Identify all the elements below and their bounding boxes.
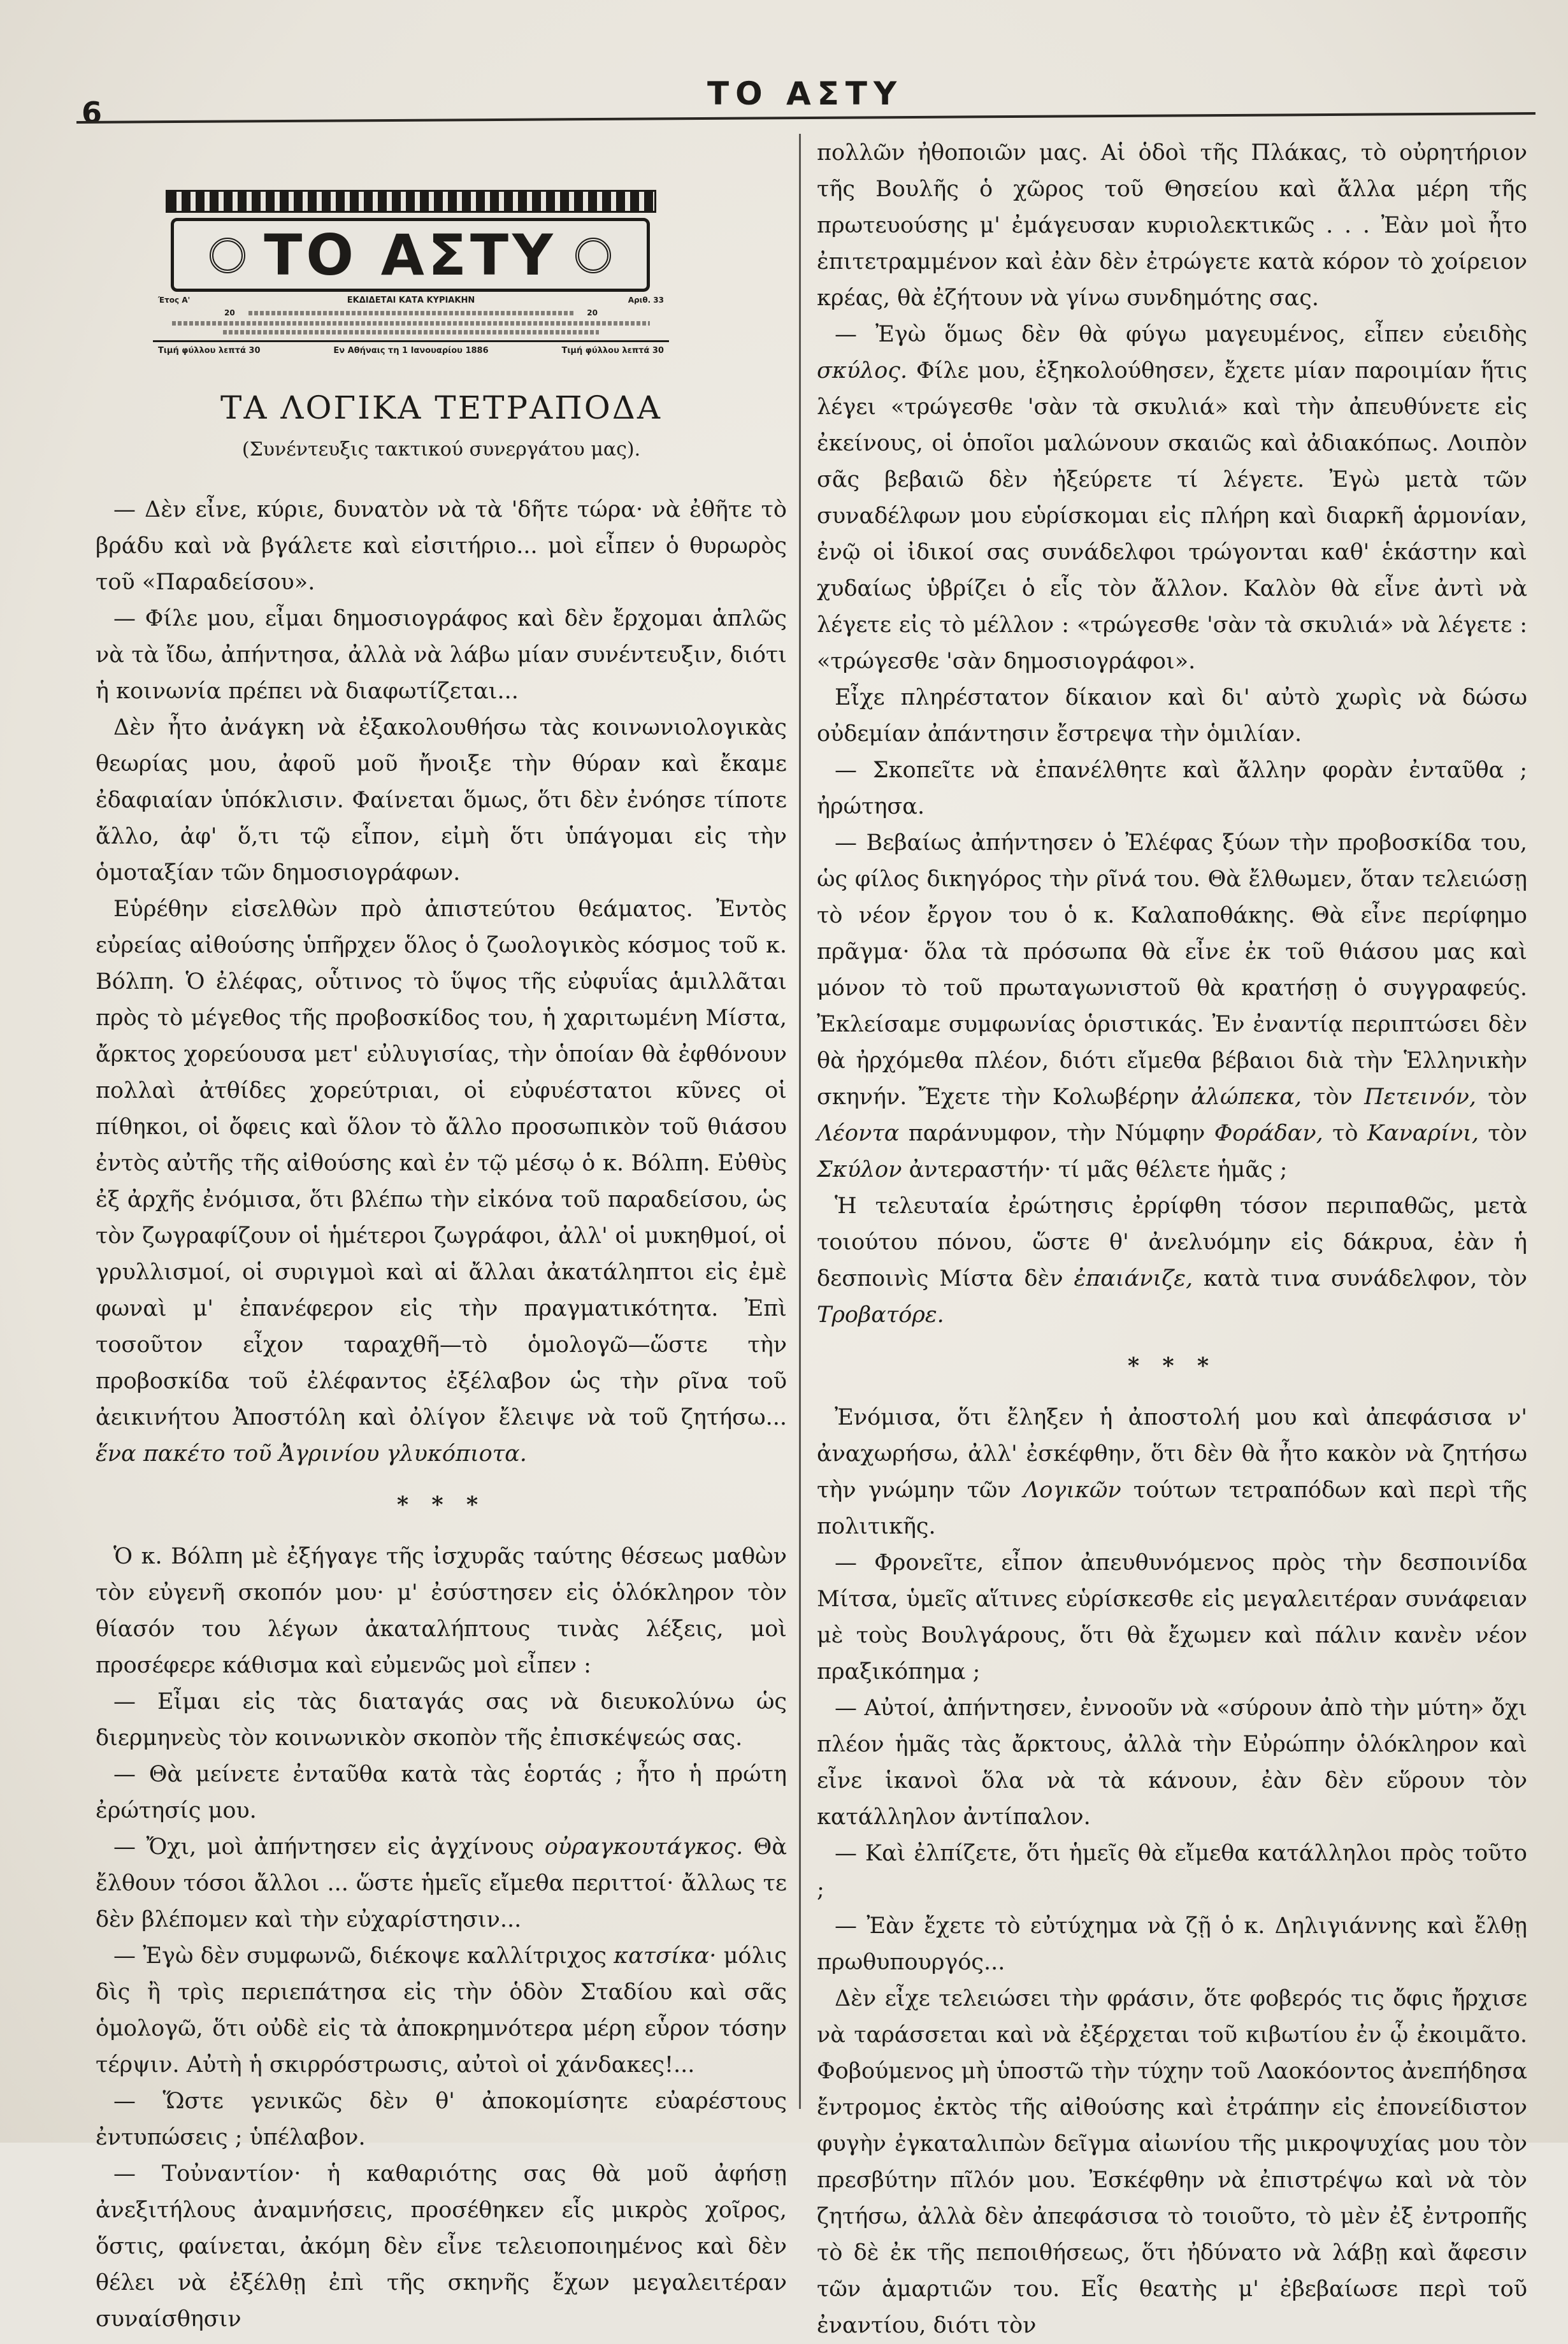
section-break: * * * bbox=[396, 1492, 486, 1518]
paragraph: — Δὲν εἶνε, κύριε, δυνατὸν νὰ τὰ 'δῆτε τώρα· νὰ ἐθῆτε τὸ βράδυ καὶ νὰ βγάλετε καὶ εἰσιτήριο... μοὶ εἶπεν ὁ θυρωρὸς τοῦ «Παραδείσου». bbox=[96, 497, 787, 595]
paragraph: — Εἶμαι εἰς τὰς διαταγάς σας νὰ διευκολύνω ὡς διερμηνεὺς τὸν κοινωνικὸν σκοπὸν τῆς ἐπισκέψεώς σας. bbox=[96, 1689, 787, 1751]
masthead-issue-right: Αριθ. 33 bbox=[628, 296, 664, 305]
masthead-price-left: 20 bbox=[224, 308, 235, 317]
paragraph-text: τὸν bbox=[1313, 1084, 1353, 1110]
paragraph-text: παράνυμφον, τὴν Νύμφην bbox=[908, 1121, 1205, 1146]
paragraph-text: — Ἐγὼ δὲν συμφωνῶ, διέκοψε καλλίτριχος bbox=[113, 1943, 607, 1969]
paragraph: — Φίλε μου, εἶμαι δημοσιογράφος καὶ δὲν ἔρχομαι ἁπλῶς νὰ τὰ ἴδω, ἀπήντησα, ἀλλὰ νὰ λάβω μίαν συνέντευξιν, διότι ἡ κοινωνία πρέπει νὰ διαφωτίζεται... bbox=[96, 606, 787, 704]
paragraph bbox=[817, 825, 1527, 1188]
paragraph-text: Φίλε μου, ἐξηκολούθησεν, ἔχετε μίαν παροιμίαν ἥτις λέγει «τρώγεσθε 'σὰν τὰ σκυλιά» καὶ τὴν ἀπευθύνετε εἰς ἐκείνους, οἱ ὁποῖοι μαλώνουν σκαιῶς καὶ ἀδιακόπως. Λοιπὸν σᾶς βεβαιῶ δὲν ἠξεύρετε τί λέγετε. Ἐγὼ μετὰ τῶν συναδέλφων μου εὑρίσκομαι εἰς πλήρη καὶ διαρκῆ ἁρμονίαν, ἐνῷ οἱ ἰδικοί σας συνάδελφοι τρώγονται καθ' ἑκάστην καὶ χυδαίως ὑβρίζει ὁ εἷς τὸν ἄλλον. Καλὸν θὰ εἶνε ἀντὶ νὰ λέγετε εἰς τὸ μέλλον : «τρώγεσθε 'σὰν τὰ σκυλιά» νὰ λέγετε : «τρώγεσθε 'σὰν δημοσιογράφοι». bbox=[817, 358, 1527, 674]
paragraph bbox=[817, 1188, 1527, 1334]
dateline-left: Τιμή φύλλου λεπτά 30 bbox=[158, 346, 261, 356]
emphasis-text: κατσίκα· bbox=[614, 1943, 717, 1969]
paragraph-text: — Ὄχι, μοὶ ἀπήντησεν εἰς ἀγχίνους bbox=[113, 1834, 535, 1860]
paragraph: Ὁ κ. Βόλπη μὲ ἐξήγαγε τῆς ἰσχυρᾶς ταύτης θέσεως μαθὼν τὸν εὐγενῆ σκοπόν μου· μ' ἐσύστησεν εἰς ὁλόκληρον τὸν θίασόν του λέγων ἀκαταλήπτους τινὰς λέξεις, μοὶ προσέφερε κάθισμα καὶ εὐμενῶς μοὶ εἶπεν : bbox=[96, 1544, 787, 1678]
paragraph bbox=[96, 1938, 787, 2083]
dateline-right: Τιμή φύλλου λεπτά 30 bbox=[561, 346, 664, 356]
paragraph bbox=[817, 317, 1527, 680]
paragraph: Εἶχε πληρέστατον δίκαιον καὶ δι' αὐτὸ χωρὶς νὰ δώσω οὐδεμίαν ἀπάντησιν ἔστρεψα τὴν ὁμιλίαν. bbox=[817, 685, 1527, 747]
article-title: ΤΑ ΛΟΓΙΚΑ ΤΕΤΡΑΠΟΔΑ bbox=[220, 389, 662, 426]
masthead-price-right: 20 bbox=[587, 308, 598, 317]
paragraph-text: τὸν bbox=[1488, 1121, 1527, 1146]
paragraph-text: μόλις δὶς ἢ τρὶς περιεπάτησα εἰς τὴν ὁδὸν Σταδίου καὶ σᾶς ὁμολογῶ, ὅτι οὐδὲ εἰς τὰ ἀποκρημνότερα μέρη εὗρον τόσην τέρψιν. Αὐτὴ ἡ σκιρρόστρωσις, αὐτοὶ οἱ χάνδακες!... bbox=[96, 1943, 787, 2078]
emphasis-text: Τροβατόρε. bbox=[817, 1302, 944, 1328]
masthead-issue-left: Έτος Α' bbox=[158, 296, 191, 305]
emphasis-text: Λέοντα bbox=[817, 1121, 900, 1146]
paragraph: — Σκοπεῖτε νὰ ἐπανέλθητε καὶ ἄλλην φορὰν ἐνταῦθα ; ἠρώτησα. bbox=[817, 758, 1527, 819]
emphasis-text: Λογικῶν bbox=[1023, 1478, 1121, 1503]
paragraph-text: — Βεβαίως ἀπήντησεν ὁ Ἐλέφας ξύων τὴν προβοσκίδα του, ὡς φίλος δικηγόρος τὴν ρῖνά του. Θὰ ἔλθωμεν, ὅταν τελειώσῃ τὸ νέον ἔργον του ὁ κ. Καλαποθάκης. Θὰ εἶνε περίφημο πρᾶγμα· ὅλα τὰ πρόσωπα θὰ εἶνε ἐκ τοῦ θιάσου μας καὶ μόνον τὸ τοῦ πρωταγωνιστοῦ θὰ κρατήσῃ ὁ συγγραφεύς. Ἐκλείσαμε συμφωνίας ὁριστικάς. Ἐν ἐναντίᾳ περιπτώσει δὲν θὰ ἠρχόμεθα πλέον, διότι εἴμεθα βέβαιοι διὰ τὴν Ἑλληνικὴν σκηνήν. Ἔχετε τὴν Κολωβέρην bbox=[817, 830, 1527, 1110]
paragraph-text: — Ἐγὼ ὅμως δὲν θὰ φύγω μαγευμένος, εἶπεν εὐειδὴς bbox=[835, 322, 1527, 347]
right-column bbox=[817, 0, 1527, 2344]
paragraph bbox=[96, 891, 787, 1472]
left-column bbox=[96, 0, 787, 2338]
column-divider bbox=[799, 134, 801, 2109]
paragraph-text: ἀντεραστήν· τί μᾶς θέλετε ἡμᾶς ; bbox=[909, 1157, 1288, 1183]
emphasis-text: ἕνα πακέτο τοῦ Ἀγρινίου γλυκόπιοτα. bbox=[96, 1441, 527, 1467]
emphasis-text: Πετεινόν, bbox=[1364, 1084, 1477, 1110]
section-break: * * * bbox=[1127, 1353, 1217, 1379]
emphasis-text: σκύλος. bbox=[817, 358, 908, 384]
emphasis-text: οὐραγκουτάγκος. bbox=[544, 1834, 744, 1860]
emphasis-text: Σκύλον bbox=[817, 1157, 902, 1183]
paragraph-text: Εὑρέθην εἰσελθὼν πρὸ ἀπιστεύτου θεάματος. Ἐντὸς εὐρείας αἰθούσης ὑπῆρχεν ὅλος ὁ ζωολογικὸς κόσμος τοῦ κ. Βόλπη. Ὁ ἐλέφας, οὗτινος τὸ ὕψος τῆς εὐφυΐας ἁμιλλᾶται πρὸς τὸ μέγεθος τῆς προβοσκίδος του, ἡ χαριτωμένη Μίστα, ἄρκτος χορεύουσα μετ' εὐλυγισίας, τὴν ὁποίαν θὰ ἐφθόνουν πολλαὶ ἀτθίδες χορεύτριαι, οἱ εὐφυέστατοι κῦνες οἱ πίθηκοι, οἱ ὄφεις καὶ ὅλον τὸ ἄλλο προσωπικὸν τοῦ θιάσου ἐντὸς αὐτῆς τῆς αἰθούσης καὶ ἐν τῷ μέσῳ ὁ κ. Βόλπη. Εὐθὺς ἐξ ἀρχῆς ἐνόμισα, ὅτι βλέπω τὴν εἰκόνα τοῦ παραδείσου, ὡς τὸν ζωγραφίζουν οἱ ἡμέτεροι ζωγράφοι, ἀλλ' οἱ μυκηθμοί, οἱ γρυλλισμοί, οἱ συριγμοὶ καὶ αἱ ἄλλαι ἀκατάληπτοι εἰς ἐμὲ φωναὶ μ' ἐπανέφερον εἰς τὴν πραγματικότητα. Ἐπὶ τοσοῦτον εἶχον ταραχθῆ—τὸ ὁμολογῶ—ὥστε τὴν προβοσκίδα τοῦ ἐλέφαντος ἐξέλαβον ὡς τὴν ρῖνα τοῦ ἀεικινήτου Ἀποστόλη καὶ ὀλίγον ἔλειψε νὰ τοῦ ζητήσω... bbox=[96, 896, 787, 1430]
paragraph: — Ἐὰν ἔχετε τὸ εὐτύχημα νὰ ζῇ ὁ κ. Δηλιγιάννης καὶ ἔλθῃ πρωθυπουργός... bbox=[817, 1913, 1527, 1975]
paragraph: — Φρονεῖτε, εἶπον ἀπευθυνόμενος πρὸς τὴν δεσποινίδα Μίτσα, ὑμεῖς αἵτινες εὑρίσκεσθε εἰς μεγαλειτέραν συνάφειαν μὲ τοὺς Βουλγάρους, ὅτι θὰ ἔχωμεν καὶ πάλιν κανὲν νέον πραξικόπημα ; bbox=[817, 1550, 1527, 1685]
running-head: ΤΟ ΑΣΤΥ bbox=[707, 75, 903, 112]
paragraph-text: Ἡ τελευταία ἐρώτησις ἐρρίφθη τόσον περιπαθῶς, μετὰ τοιούτου πόνου, ὥστε θ' ἀνελυόμην εἰς δάκρυα, ἐὰν ἡ δεσποινὶς Μίστα δὲν bbox=[817, 1193, 1527, 1291]
page-number: 6 bbox=[82, 96, 103, 130]
emphasis-text: ἀλώπεκα, bbox=[1191, 1084, 1302, 1110]
paragraph-text: τὸν bbox=[1488, 1084, 1527, 1110]
paragraph-text: κατὰ τινα συνάδελφον, τὸν bbox=[1203, 1266, 1527, 1291]
masthead-tagline: ΕΚΔΙΔΕΤΑΙ ΚΑΤΑ ΚΥΡΙΑΚΗΝ bbox=[347, 296, 475, 305]
paragraph: — Τοὐναντίον· ἡ καθαριότης σας θὰ μοῦ ἀφήσῃ ἀνεξιτήλους ἀναμνήσεις, προσέθηκεν εἷς μικρὸς χοῖρος, ὅστις, φαίνεται, ἀκόμη δὲν εἶνε τελειοποιημένος καὶ δὲν θέλει νὰ ἐξέλθῃ ἐπὶ τῆς σκηνῆς ἔχων μεγαλειτέραν συναίσθησιν bbox=[96, 2161, 787, 2332]
paragraph: Δὲν εἶχε τελειώσει τὴν φράσιν, ὅτε φοβερός τις ὄφις ἤρχισε νὰ ταράσσεται καὶ νὰ ἐξέρχεται τοῦ κιβωτίου ἐν ᾧ ἐκοιμᾶτο. Φοβούμενος μὴ ὑποστῶ τὴν τύχην τοῦ Λαοκόοντος ἀνεπήδησα ἔντρομος ἐκτὸς τῆς αἰθούσης καὶ ἐτράπην εἰς ἐπονείδιστον φυγὴν ἐγκαταλιπὼν δεῖγμα αἰωνίου τῆς μικροψυχίας μου τὸν πρεσβύτην πῖλόν μου. Ἐσκέφθην νὰ ἐπιστρέψω καὶ νὰ τὸν ζητήσω, ἀλλὰ δὲν ἀπεφάσισα τὸ τοιοῦτο, τὸ μὲν ἐξ ἐντροπῆς τὸ δὲ ἐκ τῆς πεποιθήσεως, ὅτι ἠδύνατο νὰ λάβῃ καὶ ἄφεσιν τῶν ἁμαρτιῶν του. Εἷς θεατὴς μ' ἐβεβαίωσε περὶ τοῦ ἐναντίου, διότι τὸν bbox=[817, 1986, 1527, 2338]
emphasis-text: ἐπαιάνιζε, bbox=[1074, 1266, 1193, 1291]
paragraph: — Καὶ ἐλπίζετε, ὅτι ἡμεῖς θὰ εἴμεθα κατάλληλοι πρὸς τοῦτο ; bbox=[817, 1841, 1527, 1902]
paragraph: πολλῶν ἠθοποιῶν μας. Αἱ ὁδοὶ τῆς Πλάκας, τὸ οὐρητήριον τῆς Βουλῆς ὁ χῶρος τοῦ Θησείου καὶ ἄλλα μέρη τῆς πρωτευούσης μ' ἐμάγευσαν κυριολεκτικῶς . . . Ἐὰν μοὶ ἦτο ἐπιτετραμμένον καὶ ἐὰν δὲν ἐτρώγετε κατὰ κόρον τὸ χοίρειον κρέας, θὰ ἐζήτουν νὰ γίνω συνδημότης σας. bbox=[817, 140, 1527, 311]
paragraph bbox=[96, 1829, 787, 1938]
emphasis-text: Φοράδαν, bbox=[1214, 1121, 1323, 1146]
paragraph-text: τούτων τετραπόδων καὶ περὶ τῆς πολιτικῆς. bbox=[817, 1478, 1527, 1539]
paragraph: Δὲν ἦτο ἀνάγκη νὰ ἐξακολουθήσω τὰς κοινωνιολογικὰς θεωρίας μου, ἀφοῦ μοῦ ἤνοιξε τὴν θύραν καὶ ἔκαμε ἐδαφιαίαν ὑπόκλισιν. Φαίνεται ὅμως, ὅτι δὲν ἐνόησε τίποτε ἄλλο, ἀφ' ὅ,τι τῷ εἶπον, εἰμὴ ὅτι ὑπάγομαι εἰς τὴν ὁμοταξίαν τῶν δημοσιογράφων. bbox=[96, 715, 787, 886]
paragraph: — Αὐτοί, ἀπήντησεν, ἐννοοῦν νὰ «σύρουν ἀπὸ τὴν μύτη» ὄχι πλέον ἡμᾶς τὰς ἄρκτους, ἀλλὰ τὴν Εὐρώπην ὁλόκληρον καὶ εἶνε ἱκανοὶ ὅλα νὰ τὰ κάνουν, ἐὰν δὲν εὕρουν τὸν κατάλληλον ἀντίπαλον. bbox=[817, 1695, 1527, 1830]
paragraph bbox=[817, 1400, 1527, 1545]
dateline-center: Εν Αθήναις τη 1 Ιανουαρίου 1886 bbox=[333, 346, 489, 356]
paragraph-text: Ἐνόμισα, ὅτι ἔληξεν ἡ ἀποστολή μου καὶ ἀπεφάσισα ν' ἀναχωρήσω, ἀλλ' ἐσκέφθην, ὅτι δὲν θὰ ἦτο κακὸν νὰ ζητήσω τὴν γνώμην τῶν bbox=[817, 1405, 1527, 1503]
emphasis-text: Καναρίνι, bbox=[1367, 1121, 1479, 1146]
article-subtitle: (Συνέντευξις τακτικού συνεργάτου μας). bbox=[241, 438, 641, 461]
paragraph-text: τὸ bbox=[1332, 1121, 1358, 1146]
paragraph: — Θὰ μείνετε ἐνταῦθα κατὰ τὰς ἑορτάς ; ἦτο ἡ πρώτη ἐρώτησίς μου. bbox=[96, 1762, 787, 1823]
paragraph: — Ὥστε γενικῶς δὲν θ' ἀποκομίσητε εὐαρέστους ἐντυπώσεις ; ὑπέλαβον. bbox=[96, 2089, 787, 2150]
masthead-title: ΤΟ ΑΣΤΥ bbox=[264, 222, 557, 288]
paragraph-text: Θὰ ἔλθουν τόσοι ἄλλοι ... ὥστε ἡμεῖς εἴμεθα περιττοί· ἄλλως τε δὲν βλέπομεν καὶ τὴν εὐχαρίστησιν... bbox=[96, 1834, 787, 1932]
